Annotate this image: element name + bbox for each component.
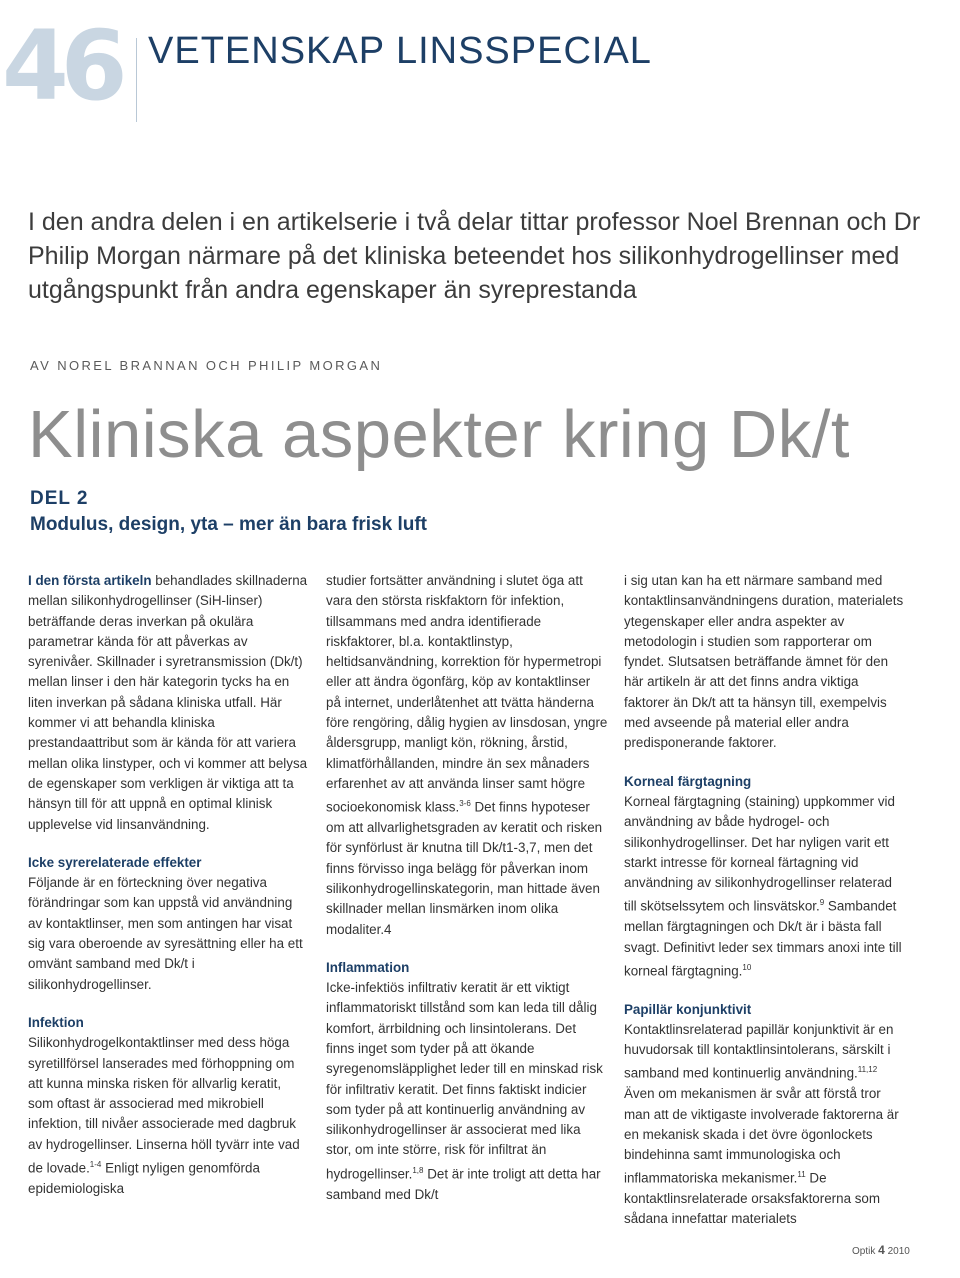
citation: 11	[797, 1170, 806, 1180]
staining-mid: Sambandet mellan färgtagningen och Dk/t är i bästa fall svagt. Definitivt leder sex timmars anoxi inte till korneal färgtagning.	[624, 898, 902, 979]
headline: Kliniska aspekter kring Dk/t	[28, 397, 851, 472]
heading-inflammation: Inflammation	[326, 959, 410, 975]
heading-non-oxygen-effects: Icke syrerelaterade effekter	[28, 854, 202, 870]
lede: I den andra delen i en artikelserie i två delar tittar professor Noel Brennan och Dr Philip Morgan närmare på det kliniska beteendet hos silikonhydrogellinser med utgångspunkt från andra egenskaper än syreprestanda	[28, 208, 921, 304]
issue-number: 4	[878, 1243, 885, 1257]
paragraph-corneal-staining	[624, 792, 906, 982]
heading-infection: Infektion	[28, 1014, 84, 1030]
paragraph-inflammation	[326, 978, 608, 1205]
infection-tail: Enligt nyligen genomförda epidemiologiska	[28, 1160, 260, 1196]
issue-year: 2010	[887, 1246, 910, 1257]
citation: 10	[742, 962, 752, 972]
papillary-mid: Även om mekanismen är svår att förstå tror man att de viktigaste involverade faktorerna är en mekanisk skada i det övre ögonlockets bindehinna samt immunologiska och inflammatoriska mekanismer.	[624, 1086, 899, 1186]
subheadline: Modulus, design, yta – mer än bara frisk luft	[30, 514, 427, 535]
risk-tail: Det finns hypoteser om att allvarlighetsgraden av keratit och risken för synförlust är knutna till Dk/t1-3,7, men det finns förvisso inga belägg för påverkan inom silikonhydrogellinskategorin, man hittade även skillnader mellan linsmärken inom olika modaliter.4	[326, 799, 603, 937]
intro-lead: I den första artikeln	[28, 573, 152, 588]
papillary-text: Kontaktlinsrelaterad papillär konjunktivit är en huvudorsak till kontaktlinsintolerans, särskilt i samband med kontinuerlig användning.	[624, 1021, 894, 1081]
intro-paragraph	[28, 571, 310, 835]
heading-corneal-staining: Korneal färgtagning	[624, 773, 752, 789]
page-number: 46	[2, 10, 120, 122]
intro-text: behandlades skillnaderna mellan silikonhydrogellinser (SiH-linser) beträffande deras inverkan på okulära parametrar kända för att påverkas av syrenivåer. Skillnader i syretransmission (Dk/t) mellan linser i den här kategorin tycks ha en liten inverkan på sådana kliniska utfall. Här kommer vi att behandla kliniska prestandaattribut som är kända för att variera mellan olika linstyper, och vi kommer att belysa de egenskaper som verkligen är viktiga att ta hänsyn till för att uppnå en optimal klinisk upplevelse vid linsanvändning.	[28, 573, 308, 832]
paragraph-papillary	[624, 1020, 906, 1230]
inflammation-text: Icke-infektiös infiltrativ keratit är ett viktigt inflammatoriskt tillstånd som kan leda till dålig komfort, ärrbildning och linsintolerans. Det finns inget som tyder på att ökande syregenomsläpplighet leder till en minskad risk för infiltrativ keratit. Det finns faktiskt indicier som tyder på att kontinuerlig användning av silikonhydrogellinser är associerat med lika stor, om inte större, risk för infiltrat än hydrogellinser.	[326, 980, 603, 1182]
part-label: DEL 2	[30, 488, 89, 509]
inflammation-tail: Det är inte troligt att detta har samband med Dk/t	[326, 1166, 601, 1202]
papillary-tail: De kontaktlinsrelaterade orsaksfaktorerna som sådana innefattar materialets	[624, 1170, 881, 1227]
paragraph-non-oxygen-effects: Följande är en förteckning över negativa förändringar som kan uppstå vid användning av kontaktlinser, men som antingen har visat sig vara oberoende av syresättning eller ha ett omvänt samband med Dk/t i silikonhydrogellinser.	[28, 875, 303, 992]
citation: 1-4	[89, 1160, 102, 1170]
paragraph-infection	[28, 1033, 310, 1199]
citation: 1,8	[412, 1165, 424, 1175]
section-title: VETENSKAP LINSSPECIAL	[148, 30, 652, 72]
column-3	[624, 571, 906, 1230]
heading-papillary: Papillär konjunktivit	[624, 1001, 752, 1017]
column-2	[326, 571, 608, 1205]
citation: 11,12	[857, 1065, 878, 1075]
citation: 3-6	[459, 799, 471, 809]
footer	[852, 1243, 910, 1257]
citation: 9	[819, 898, 825, 908]
column-1	[28, 571, 310, 1199]
header-divider	[136, 38, 137, 122]
magazine-name: Optik	[852, 1246, 876, 1257]
risk-text: studier fortsätter användning i slutet öga att vara den största riskfaktorn för infektion, tillsammans med andra identifierade riskfaktorer, bl.a. kontaktlinstyp, heltidsanvändning, korrektion för hypermetropi eller att ändra ögonfärg, köp av kontaktlinser på internet, underlåtenhet att tvätta händerna före rengöring, dålig hygien av linsdosan, yngre åldersgrupp, manligt kön, rökning, årstid, klimatförhållanden, mindre än sex månaders erfarenhet av att använda linser samt högre socioekonomisk klass.	[326, 573, 608, 815]
paragraph-continuation: i sig utan kan ha ett närmare samband med kontaktlinsanvändningens duration, materialets ytegenskaper eller andra aspekter av metodologin i studien som rapporterar om fyndet. Slutsatsen beträffande ämnet för den här artikeln är att det finns andra viktiga faktorer än Dk/t att ta hänsyn till, exempelvis med avseende på material eller andra predisponerande faktorer.	[624, 573, 904, 751]
byline: AV NOREL BRANNAN OCH PHILIP MORGAN	[30, 358, 383, 373]
paragraph-risk-factors	[326, 571, 608, 940]
staining-text: Korneal färgtagning (staining) uppkommer vid användning av både hydrogel- och silikonhydrogellinser. Det har nyligen varit ett starkt intresse för korneal färtagning vid användning av silikonhydrogellinser relaterad till skötselssytem och linsvätskor.	[624, 793, 895, 914]
infection-text: Silikonhydrogelkontaktlinser med dess höga syretillförsel lanserades med förhoppning om att kunna minska risken för allvarlig keratit, som oftast är associerad med mikrobiell infektion, till nivåer associerade med dagbruk av hydrogellinser. Linserna höll tyvärr inte vad de lovade.	[28, 1035, 300, 1176]
